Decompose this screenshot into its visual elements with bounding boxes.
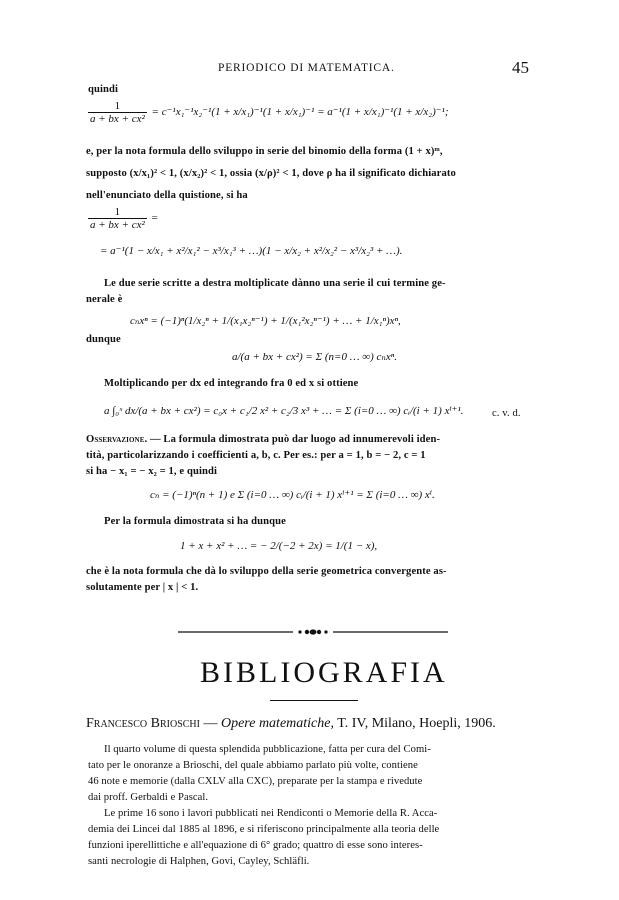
- text-line: quindi: [88, 84, 119, 95]
- cvd-mark: c. v. d.: [492, 408, 521, 419]
- text-line: Osservazione. — La formula dimostrata può dar luogo ad innumerevoli iden-: [86, 434, 441, 445]
- text-line: si ha − x₁ = − x₂ = 1, e quindi: [86, 466, 218, 477]
- text-line: nell'enunciato della quistione, si ha: [86, 190, 248, 201]
- running-header: PERIODICO DI MATEMATICA.: [218, 62, 395, 74]
- text-line: dunque: [86, 334, 121, 345]
- text-line: che è la nota formula che dà lo sviluppo della serie geometrica convergente as-: [86, 566, 447, 577]
- review-line: 46 note e memorie (dalla CXLV alla CXC), preparate per la stampa e rivedute: [88, 776, 423, 787]
- text-line: solutamente per | x | < 1.: [86, 582, 199, 593]
- equation-1-lhs: $\frac{1}{\text{a + bx + cx²}}$: [90, 100, 145, 125]
- review-line: santi necrologie di Halphen, Govi, Cayley, Schläfli.: [88, 856, 310, 867]
- equation-2-expansion: = a⁻¹(1 − x/x₁ + x²/x₁² − x³/x₁³ + …)(1 − x/x₂ + x²/x₂² − x³/x₂³ + …).: [100, 245, 403, 257]
- book-title: Opere matematiche,: [220, 716, 334, 731]
- review-line: dai proff. Gerbaldi e Pascal.: [88, 792, 209, 803]
- text-line: tità, particolarizzando i coefficienti a, b, c. Per es.: per a = 1, b = − 2, c = 1: [86, 450, 426, 461]
- text-line: Le due serie scritte a destra moltiplicate dànno una serie il cui termine ge-: [104, 278, 446, 289]
- section-heading: BIBLIOGRAFIA: [200, 656, 448, 689]
- review-line: Il quarto volume di questa splendida pubblicazione, fatta per cura del Comi-: [104, 744, 431, 755]
- review-line: funzioni iperellittiche e all'equazione di 6° grado; quattro di esse sono interes-: [88, 840, 423, 851]
- book-details: T. IV, Milano, Hoepli, 1906.: [337, 716, 496, 731]
- text-line: Per la formula dimostrata si ha dunque: [104, 516, 286, 527]
- equation-6: cₙ = (−1)ⁿ(n + 1) e Σ (i=0 … ∞) cᵢ/(i + 1) xⁱ⁺¹ = Σ (i=0 … ∞) xⁱ.: [150, 489, 435, 501]
- ornament-divider: [178, 628, 448, 636]
- equation-1-rhs: = c⁻¹x₁⁻¹x₂⁻¹(1 + x/x₁)⁻¹(1 + x/x₁)⁻¹ = a⁻¹(1 + x/x₁)⁻¹(1 + x/x₂)⁻¹;: [151, 106, 449, 119]
- equation-3: cₙxⁿ = (−1)ⁿ(1/x₂ⁿ + 1/(x₁x₂ⁿ⁻¹) + 1/(x₁²x₂ⁿ⁻¹) + … + 1/x₁ⁿ)xⁿ,: [130, 315, 401, 327]
- text-line: Moltiplicando per dx ed integrando fra 0 ed x si ottiene: [104, 378, 359, 389]
- book-author: Francesco Brioschi: [86, 716, 200, 731]
- review-line: demia dei Lincei dal 1885 al 1896, e si riferiscono principalmente alla teoria delle: [88, 824, 440, 835]
- equation-5: a ∫₀ˣ dx/(a + bx + cx²) = c₀x + c₁/2 x² + c₂/3 x³ + … = Σ (i=0 … ∞) cᵢ/(i + 1) xⁱ⁺¹.: [104, 405, 464, 417]
- equation-4: a/(a + bx + cx²) = Σ (n=0 … ∞) cₙxⁿ.: [232, 351, 397, 363]
- text-line: supposto (x/x₁)² < 1, (x/x₂)² < 1, ossia (x/ρ)² < 1, dove ρ ha il significato dichiarato: [86, 168, 456, 179]
- equation-7: 1 + x + x² + … = − 2/(−2 + 2x) = 1/(1 − x),: [180, 540, 378, 552]
- equation-2: $\frac{1}{\text{a + bx + cx²}}$ =: [90, 206, 158, 231]
- review-line: tato per le onoranze a Brioschi, del quale abbiamo parlato più volte, contiene: [88, 760, 418, 771]
- equation-2-lhs: $\frac{1}{\text{a + bx + cx²}}$: [90, 206, 145, 231]
- book-reference: Francesco Brioschi — Opere matematiche, T. IV, Milano, Hoepli, 1906.: [86, 716, 496, 731]
- equation-1: [86, 100, 449, 125]
- page-number: 45: [512, 58, 529, 77]
- heading-rule: [270, 700, 358, 701]
- review-line: Le prime 16 sono i lavori pubblicati nei Rendiconti o Memorie della R. Acca-: [104, 808, 438, 819]
- text-line: e, per la nota formula dello sviluppo in serie del binomio della forma (1 + x)ᵐ,: [86, 146, 443, 157]
- text-line: nerale è: [86, 294, 123, 305]
- observation-label: Osservazione.: [86, 434, 148, 445]
